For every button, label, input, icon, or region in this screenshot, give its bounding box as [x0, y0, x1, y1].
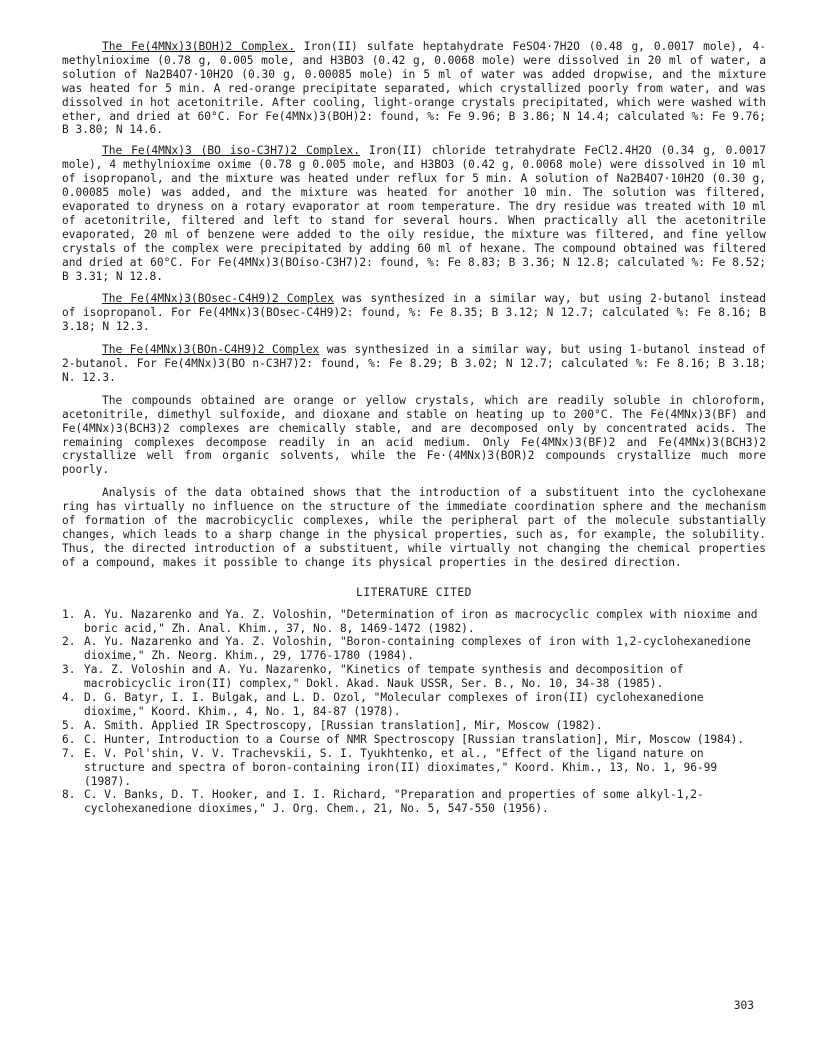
literature-heading: LITERATURE CITED: [356, 585, 472, 599]
reference-number: 4.: [62, 691, 76, 705]
reference-number: 3.: [62, 663, 76, 677]
reference-item: [62, 733, 766, 747]
reference-text: C. Hunter, Introduction to a Course of NMR Spectroscopy [Russian translation], Mir, Moscow (1984).: [84, 732, 745, 746]
reference-item: [62, 719, 766, 733]
document-body: [62, 40, 766, 816]
reference-text: Ya. Z. Voloshin and A. Yu. Nazarenko, "Kinetics of tempate synthesis and decomposition of macrobicyclic iron(II) complex," Dokl. Akad. Nauk USSR, Ser. B., No. 10, 34-38 (1985).: [84, 663, 684, 691]
reference-number: 2.: [62, 635, 76, 649]
page-number: 303: [733, 999, 754, 1012]
reference-text: A. Yu. Nazarenko and Ya. Z. Voloshin, "Boron-containing complexes of iron with 1,2-cyclohexanedione dioxime," Zh. Neorg. Khim., 29, 1776-1780 (1984).: [84, 635, 751, 663]
reference-number: 5.: [62, 718, 76, 732]
paragraph-title: The Fe(4MNx)3 (BO iso-C3H7)2 Complex.: [102, 144, 360, 158]
reference-text: D. G. Batyr, I. I. Bulgak, and L. D. Ozol, "Molecular complexes of iron(II) cyclohexanedione dioxime," Koord. Khim., 4, No. 1, 84-87 (1978).: [84, 691, 704, 718]
reference-number: 1.: [62, 607, 76, 621]
reference-item: [62, 747, 766, 789]
reference-number: 8.: [62, 788, 76, 802]
paragraph-text: Iron(II) chloride tetrahydrate FeCl2.4H2O (0.34 g, 0.0017 mole), 4 methylnioxime oxime (0.78 g 0.005 mole, and H3BO3 (0.42 g, 0.0068 mole) were dissolved in 10 ml of isopropanol, and the mixture was heated under reflux for 5 min. A solution of Na2B4O7·10H2O (0.30 g, 0.00085 mole) was added, and the mixture was heated for another 10 min. The solution was filtered, evaporated to dryness on a rotary evaporator at room temperature. The dry residue was treated with 10 ml of acetonitrile, filtered and left to stand for several hours. When practically all the acetonitrile evaporated, 20 ml of benzene were added to the oily residue, the mixture was filtered, and fine yellow crystals of the complex were precipitated by adding 60 ml of hexane. The compound obtained was filtered and dried at 60°C. For Fe(4MNx)3(BOiso-C3H7)2: found, %: Fe 8.83; B 3.36; N 12.8; calculated %: Fe 8.52; B 3.31; N 12.8.: [62, 144, 766, 283]
paragraph-properties: [62, 394, 766, 477]
reference-item: [62, 635, 766, 663]
paragraph-isopropyl-complex: [62, 144, 766, 283]
reference-text: A. Smith. Applied IR Spectroscopy, [Russian translation], Mir, Moscow (1982).: [84, 718, 603, 732]
paragraph-analysis: [62, 486, 766, 569]
paragraph-text: Iron(II) sulfate heptahydrate FeSO4·7H2O (0.48 g, 0.0017 mole), 4-methylnioxime (0.78 g, 0.005 mole, and H3BO3 (0.42 g, 0.0068 mole) were dissolved in 20 ml of water, a solution of Na2B4O7·10H2O (0.30 g, 0.00085 mole) in 5 ml of water was added dropwise, and the mixture was heated for 5 min. A red-orange precipitate separated, which crystallized poorly from water, and was dissolved in hot acetonitrile. After cooling, light-orange crystals precipitated, which were washed with ether, and dried at 60°C. For Fe(4MNx)3(BOH)2: found, %: Fe 9.96; B 3.86; N 14.4; calculated %: Fe 9.76; B 3.80; N 14.6.: [62, 40, 766, 137]
reference-number: 7.: [62, 746, 76, 760]
reference-item: [62, 788, 766, 816]
paragraph-sec-butyl-complex: [62, 292, 766, 334]
paragraph-title: The Fe(4MNx)3(BOsec-C4H9)2 Complex: [102, 292, 334, 306]
paragraph-title: The Fe(4MNx)3(BOn-C4H9)2 Complex: [102, 343, 320, 357]
reference-number: 6.: [62, 732, 76, 746]
paragraph-title: The Fe(4MNx)3(BOH)2 Complex.: [102, 40, 295, 53]
reference-item: [62, 663, 766, 691]
reference-text: C. V. Banks, D. T. Hooker, and I. I. Richard, "Preparation and properties of some alkyl-1,2-cyclohexanedione dioximes," J. Org. Chem., 21, No. 5, 547-550 (1956).: [84, 788, 704, 816]
paragraph-text: was synthesized in a similar way, but using 1-butanol instead of 2-butanol. For Fe(4MNx)3(BO n-C3H7)2: found, %: Fe 8.29; B 3.02; N 12.7; calculated %: Fe 8.16; B 3.18; N. 12.3.: [62, 343, 766, 384]
paragraph-text: The compounds obtained are orange or yellow crystals, which are readily soluble in chloroform, acetonitrile, dimethyl sulfoxide, and dioxane and stable on heating up to 200°C. The Fe(4MNx)3(BF) and Fe(4MNx)3(BCH3)2 complexes are chemically stable, and are decomposed only by concentrated acids. The remaining complexes decompose readily in an acid medium. Only Fe(4MNx)3(BF)2 and Fe(4MNx)3(BCH3)2 crystallize well from organic solvents, while the Fe·(4MNx)3(BOR)2 compounds crystallize much more poorly.: [62, 393, 766, 477]
reference-item: [62, 691, 766, 719]
paragraph-text: Analysis of the data obtained shows that the introduction of a substituent into the cyclohexane ring has virtually no influence on the structure of the immediate coordination sphere and the mechanism of formation of the macrobicyclic complexes, while the peripheral part of the molecule substantially changes, which leads to a sharp change in the physical properties, such as, for example, the solubility. Thus, the directed introduction of a substituent, while virtually not changing the chemical properties of a compound, makes it possible to change its physical properties in the desired direction.: [62, 486, 766, 569]
reference-text: E. V. Pol'shin, V. V. Trachevskii, S. I. Tyukhtenko, et al., "Effect of the ligand nature on structure and spectra of boron-containing iron(II) dioximates," Koord. Khim., 13, No. 1, 96-99 (1987).: [84, 746, 718, 788]
reference-text: A. Yu. Nazarenko and Ya. Z. Voloshin, "Determination of iron as macrocyclic complex with nioxime and boric acid," Zh. Anal. Khim., 37, No. 8, 1469-1472 (1982).: [84, 607, 758, 635]
paragraph-text: was synthesized in a similar way, but using 2-butanol instead of isopropanol. For Fe(4MNx)3(BOsec-C4H9)2: found, %: Fe 8.35; B 3.12; N 12.7; calculated %: Fe 8.16; B 3.18; N 12.3.: [62, 292, 766, 334]
paragraph-n-butyl-complex: [62, 343, 766, 385]
reference-list: [62, 608, 766, 817]
paragraph-bohcomplex: [62, 40, 766, 137]
reference-item: [62, 608, 766, 636]
